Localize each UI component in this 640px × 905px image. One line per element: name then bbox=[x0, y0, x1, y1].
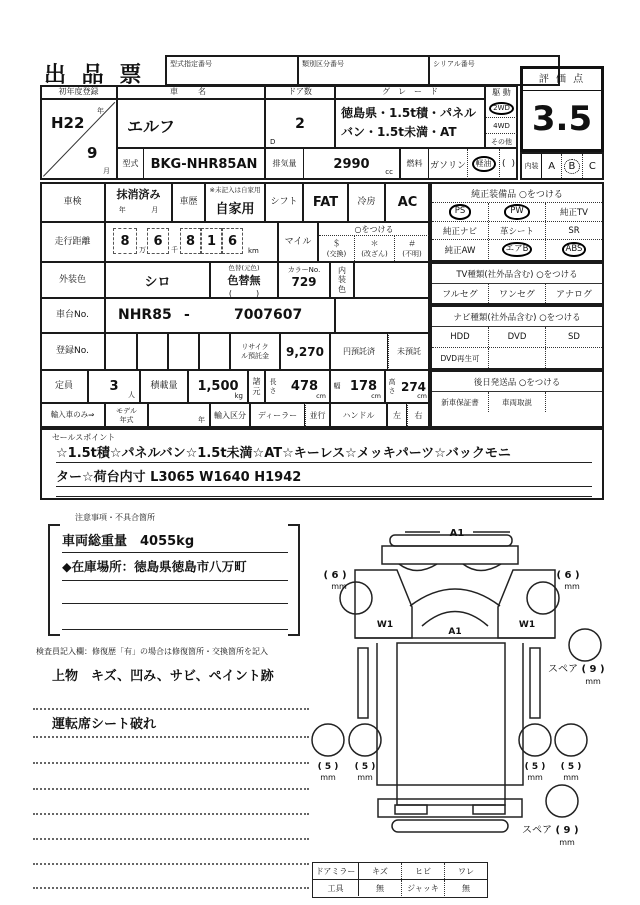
later-shipping-box bbox=[430, 370, 604, 428]
fuel-label: 燃料 bbox=[401, 149, 429, 179]
import-div-label: 輸入区分 bbox=[210, 403, 250, 428]
exchange-text: (交換) bbox=[326, 250, 347, 258]
pw-circled: PW bbox=[504, 204, 530, 219]
mileage-digit-4: 1 bbox=[201, 228, 222, 254]
sales-line-1: ☆1.5t積☆パネルバン☆1.5t未満☆AT☆キーレス☆メッキパーツ☆バックモニ bbox=[56, 442, 592, 463]
int-color-label: 内装色 bbox=[330, 262, 354, 298]
model-year-unit: 年 bbox=[198, 416, 205, 424]
notes-line-4 bbox=[62, 605, 288, 630]
mileage-sen: 千 bbox=[171, 246, 178, 254]
shift-label: シフト bbox=[265, 182, 303, 222]
model-designation-label: 型式指定番号 bbox=[170, 60, 212, 68]
model-year-label: モデル年式 bbox=[105, 403, 148, 428]
mileage-man: 万 bbox=[139, 246, 146, 254]
length-label: 長さ bbox=[269, 378, 277, 395]
cargo-rail-left bbox=[358, 648, 368, 718]
int-color-value bbox=[354, 262, 430, 298]
doors-header: ドア数 bbox=[265, 85, 335, 99]
rear-tread-4: ( 5 ) bbox=[560, 762, 582, 772]
page-title: 出 品 票 bbox=[44, 63, 146, 88]
displacement-value: 2990 bbox=[333, 156, 370, 172]
mile-label: マイル bbox=[278, 222, 318, 262]
history-label: 車歴 bbox=[172, 182, 205, 222]
rating-label: 評 価 点 bbox=[523, 69, 601, 91]
spare-bottom-label: スペア bbox=[522, 825, 552, 836]
inspector-rule-8 bbox=[33, 887, 309, 889]
front-tire-right bbox=[527, 582, 559, 614]
inspector-rule-2 bbox=[33, 736, 309, 738]
handle-left: 左 bbox=[387, 403, 407, 428]
exchange-symbol: ＄ bbox=[332, 239, 341, 248]
recycle-unpaid: 未預託 bbox=[388, 333, 430, 370]
mile-options-box bbox=[318, 222, 430, 262]
cargo-frame bbox=[377, 643, 523, 785]
aircon-value: AC bbox=[385, 182, 430, 222]
doors-cell bbox=[265, 99, 335, 148]
equip-leather: 革シート bbox=[488, 222, 545, 239]
ship-empty bbox=[545, 392, 602, 412]
capacity-value: 3 bbox=[109, 379, 119, 394]
mileage-digit-5: 6 bbox=[222, 228, 243, 254]
load-unit: kg bbox=[234, 392, 243, 400]
width-value: 178 bbox=[349, 379, 378, 394]
mirror-tool-table bbox=[312, 862, 488, 898]
color-no-label: カラーNo. bbox=[287, 266, 321, 274]
front-tread-right: ( 6 ) bbox=[556, 570, 580, 581]
aircon-label: 冷房 bbox=[348, 182, 385, 222]
later-shipping-title: 後日発送品 ○をつける bbox=[432, 372, 602, 392]
displacement-label: 排気量 bbox=[266, 149, 304, 179]
shift-value: FAT bbox=[303, 182, 348, 222]
model-code: BKG-NHR85AN bbox=[150, 156, 258, 172]
history-value: 自家用 bbox=[215, 201, 255, 217]
ship-manual: 車両取説 bbox=[488, 392, 545, 412]
mile-circle-note: ○をつける bbox=[319, 223, 429, 236]
grade-b-circled: B bbox=[564, 159, 581, 174]
tools-label: 工具 bbox=[313, 880, 359, 896]
grade-cell bbox=[335, 99, 485, 148]
height-value: 274 bbox=[400, 379, 427, 394]
chassis-empty bbox=[335, 298, 430, 333]
navi-type-title: ナビ種類(社外品含む) ○をつける bbox=[432, 307, 602, 327]
rear-tread-3: ( 5 ) bbox=[524, 762, 546, 772]
abs-circled: ABS bbox=[562, 242, 587, 257]
first-reg-month: 9 bbox=[87, 144, 98, 162]
tv-oneseg: ワンセグ bbox=[488, 284, 545, 303]
repaint-cell bbox=[210, 262, 278, 298]
drive-2wd bbox=[486, 100, 517, 117]
handle-right: 右 bbox=[407, 403, 430, 428]
first-reg-year: H22 bbox=[51, 114, 85, 132]
interior-grade-a bbox=[542, 154, 561, 178]
mirror-broken: ワレ bbox=[444, 863, 487, 879]
front-tread-right-unit: mm bbox=[564, 582, 580, 591]
length-unit: cm bbox=[316, 392, 326, 400]
airbag-circled: エアB bbox=[502, 242, 533, 257]
first-reg-header: 初年度登録 bbox=[40, 85, 117, 99]
equip-airbag bbox=[488, 240, 545, 259]
model-designation-box bbox=[165, 55, 299, 86]
rating-box bbox=[520, 66, 604, 152]
height-label: 高さ bbox=[388, 378, 396, 395]
doors-sub: D bbox=[270, 138, 276, 146]
front-tread-left-unit: mm bbox=[331, 582, 347, 591]
spare-tire-bottom bbox=[546, 785, 578, 817]
car-name: エルフ bbox=[127, 117, 176, 136]
tv-fullseg: フルセグ bbox=[442, 290, 478, 300]
notes-line-3 bbox=[62, 582, 288, 604]
navi-empty-1 bbox=[488, 348, 545, 368]
rear-bumper-bar bbox=[392, 820, 508, 832]
navi-type-box bbox=[430, 305, 604, 370]
reg-no-cell-4 bbox=[199, 333, 230, 370]
mileage-unit: km bbox=[248, 247, 259, 255]
chassis-cell bbox=[105, 298, 335, 333]
windshield-arc-inner bbox=[422, 612, 488, 627]
equip-abs bbox=[545, 240, 602, 259]
mile-opt-unknown bbox=[394, 236, 429, 261]
reg-no-label: 登録No. bbox=[40, 333, 105, 370]
grade-header: グ レ ー ド bbox=[335, 85, 485, 99]
truck-diagram bbox=[305, 515, 640, 860]
month-unit: 月 bbox=[103, 167, 110, 175]
shaken-month-unit: 月 bbox=[151, 206, 159, 214]
color-no-cell bbox=[278, 262, 330, 298]
handle-label: ハンドル bbox=[330, 403, 387, 428]
load-cell bbox=[188, 370, 248, 403]
cowl-panel bbox=[382, 546, 518, 564]
cargo-rail-right bbox=[530, 648, 540, 718]
year-unit: 年 bbox=[97, 107, 104, 115]
inspector-rule-5 bbox=[33, 813, 309, 815]
equip-ps bbox=[432, 203, 488, 221]
tv-type-title: TV種類(社外品含む) ○をつける bbox=[432, 264, 602, 284]
ship-warranty: 新車保証書 bbox=[441, 397, 479, 407]
mirror-scratch: キズ bbox=[372, 866, 388, 876]
capacity-label: 定員 bbox=[40, 370, 88, 403]
unknown-text: (不明) bbox=[402, 250, 422, 258]
rear-tread-2: ( 5 ) bbox=[354, 762, 376, 772]
windshield-a1-label: A1 bbox=[448, 627, 462, 637]
height-unit: cm bbox=[417, 392, 427, 400]
mileage-digit-1: 8 bbox=[113, 228, 137, 254]
spare-bottom-unit: mm bbox=[559, 838, 575, 847]
front-a1-label: A1 bbox=[449, 528, 465, 539]
rear-tread-1: ( 5 ) bbox=[317, 762, 339, 772]
inspector-line-1: 上物 キズ、凹み、サビ、ペイント跡 bbox=[52, 669, 274, 684]
recycle-amount: 9,270 bbox=[280, 333, 330, 370]
model-code-row bbox=[117, 148, 265, 180]
drive-4wd: 4WD bbox=[486, 117, 517, 133]
jack-label: ジャッキ bbox=[401, 880, 444, 896]
rear-tread-2-unit: mm bbox=[357, 773, 373, 782]
length-cell bbox=[265, 370, 330, 403]
rear-step-right bbox=[473, 805, 505, 814]
chassis-prefix: NHR85 bbox=[118, 307, 172, 323]
inspector-line-2: 運転席シート破れ bbox=[52, 717, 157, 732]
chassis-label: 車台No. bbox=[40, 298, 105, 333]
mileage-label: 走行距離 bbox=[40, 222, 105, 262]
capacity-unit: 人 bbox=[128, 391, 135, 399]
tampered-text: (改ざん) bbox=[361, 250, 388, 258]
fuel-other bbox=[499, 149, 517, 179]
ext-color-label: 外装色 bbox=[40, 262, 105, 298]
mile-opt-exchange bbox=[319, 236, 354, 261]
fuel-diesel-circled: 軽油 bbox=[472, 156, 496, 172]
car-name-header: 車 名 bbox=[117, 85, 265, 99]
ps-circled: PS bbox=[449, 204, 472, 219]
spare-top-unit: mm bbox=[585, 677, 601, 686]
width-label: 幅 bbox=[333, 382, 341, 391]
inspector-rule-6 bbox=[33, 838, 309, 840]
spare-tire-top bbox=[569, 629, 601, 661]
inspector-rule-1 bbox=[33, 708, 309, 710]
spec-label: 諸元 bbox=[248, 370, 265, 403]
serial-number-label: シリアル番号 bbox=[433, 60, 475, 68]
sales-points-box bbox=[40, 428, 604, 500]
wiper-right bbox=[463, 564, 501, 571]
shaken-year-unit: 年 bbox=[118, 206, 126, 214]
wiper-left bbox=[399, 564, 437, 571]
rear-tread-1-unit: mm bbox=[320, 773, 336, 782]
reg-no-cell-1 bbox=[105, 333, 137, 370]
grade-text: 徳島県・1.5t積・パネルバン・1.5t未満・AT bbox=[341, 106, 476, 139]
equip-sr: SR bbox=[545, 222, 602, 239]
repaint-label: 色替(元色) bbox=[228, 264, 260, 272]
mileage-digit-2: 6 bbox=[147, 228, 169, 254]
grade-a-text: A bbox=[548, 160, 556, 172]
load-label: 積載量 bbox=[140, 370, 188, 403]
notes-label: 注意事項・不具合箇所 bbox=[75, 513, 155, 522]
rear-tire-right-inner bbox=[519, 724, 551, 756]
mile-opt-tampered bbox=[354, 236, 394, 261]
inspector-rule-4 bbox=[33, 788, 309, 790]
first-reg-cell bbox=[40, 99, 117, 180]
repaint-paren: ( ) bbox=[228, 289, 260, 298]
color-no-value: 729 bbox=[291, 275, 317, 289]
spare-top-value: ( 9 ) bbox=[581, 664, 605, 675]
rear-step-left bbox=[395, 805, 427, 814]
import-dealer: ディーラー bbox=[250, 403, 305, 428]
class-number-label: 類別区分番号 bbox=[302, 60, 344, 68]
model-code-label: 型式 bbox=[118, 149, 144, 179]
tv-type-box bbox=[430, 262, 604, 305]
mileage-digit-3: 8 bbox=[180, 228, 201, 254]
front-tread-left: ( 6 ) bbox=[323, 570, 347, 581]
shaken-status: 抹消済み bbox=[116, 188, 161, 201]
rating-score: 3.5 bbox=[531, 99, 593, 139]
repaint-value: 色替無 bbox=[227, 274, 261, 287]
capacity-cell bbox=[88, 370, 140, 403]
interior-grade-b bbox=[561, 154, 581, 178]
reg-no-cell-2 bbox=[137, 333, 168, 370]
reg-no-cell-3 bbox=[168, 333, 199, 370]
recycle-label: リサイクル預託金 bbox=[230, 333, 280, 370]
model-year-cell bbox=[148, 403, 210, 428]
inspector-rule-3 bbox=[33, 762, 309, 764]
fuel-diesel bbox=[467, 149, 499, 179]
rear-tire-right-outer bbox=[555, 724, 587, 756]
mirror-crack: ヒビ bbox=[401, 863, 444, 879]
interior-grade-c bbox=[582, 154, 602, 178]
equip-aw: 純正AW bbox=[444, 245, 476, 256]
recycle-paid: 円預託済 bbox=[330, 333, 388, 370]
spare-top-label: スペア bbox=[548, 664, 578, 675]
car-name-cell bbox=[117, 99, 265, 148]
interior-grade-row bbox=[520, 152, 604, 180]
tools-value: 無 bbox=[376, 883, 384, 893]
spare-bottom-value: ( 9 ) bbox=[555, 825, 579, 836]
fuel-paren-close: ) bbox=[511, 159, 515, 169]
drive-cell bbox=[485, 85, 518, 148]
jack-value: 無 bbox=[444, 880, 487, 896]
notes-line-1: 車両総重量 4055kg bbox=[62, 530, 288, 553]
equip-navi: 純正ナビ bbox=[442, 226, 477, 237]
chassis-number: 7007607 bbox=[234, 307, 303, 323]
unknown-symbol: ＃ bbox=[408, 239, 416, 248]
fuel-gasoline: ガソリン bbox=[429, 160, 466, 171]
notes-line-2: ◆在庫場所：徳島県徳島市八万町 bbox=[62, 557, 288, 581]
width-unit: cm bbox=[371, 392, 381, 400]
rear-tread-4-unit: mm bbox=[563, 773, 579, 782]
equip-tv: 純正TV bbox=[545, 203, 602, 221]
equip-pw bbox=[488, 203, 545, 221]
inspector-rule-7 bbox=[33, 863, 309, 865]
navi-dvd: DVD bbox=[488, 327, 545, 347]
displacement-unit: cc bbox=[385, 168, 393, 176]
equipment-title: 純正装備品 ○をつける bbox=[432, 184, 602, 203]
navi-empty-2 bbox=[545, 348, 602, 368]
inspector-header: 検査員記入欄：修復歴「有」の場合は修復箇所・交換箇所を記入 bbox=[36, 647, 268, 656]
shaken-status-cell bbox=[105, 182, 172, 222]
drive-label: 駆 動 bbox=[492, 88, 511, 98]
door-w1-left: W1 bbox=[376, 620, 394, 630]
tampered-symbol: ＊ bbox=[370, 239, 379, 248]
sales-line-3 bbox=[56, 489, 592, 497]
door-w1-right: W1 bbox=[518, 620, 536, 630]
drive-other: その他 bbox=[486, 133, 517, 149]
rear-tire-left-inner bbox=[349, 724, 381, 756]
height-cell bbox=[385, 370, 430, 403]
windshield-arc-outer bbox=[410, 589, 500, 606]
displacement-row bbox=[265, 148, 400, 180]
navi-sd: SD bbox=[545, 327, 602, 347]
grade-c-text: C bbox=[588, 160, 596, 172]
tv-analog: アナログ bbox=[545, 284, 602, 303]
width-cell bbox=[330, 370, 385, 403]
chassis-dash: - bbox=[184, 307, 190, 323]
mirror-label: ドアミラー bbox=[313, 863, 359, 879]
rear-tread-3-unit: mm bbox=[527, 773, 543, 782]
history-note: ※未記入は自家用 bbox=[209, 185, 261, 194]
navi-hdd: HDD bbox=[450, 332, 470, 342]
ext-color-value: シロ bbox=[105, 262, 210, 298]
fuel-row bbox=[400, 148, 518, 180]
shaken-label: 車検 bbox=[40, 182, 105, 222]
history-cell bbox=[205, 182, 265, 222]
cargo-body bbox=[397, 643, 505, 805]
drive-2wd-circled: 2WD bbox=[489, 102, 514, 115]
equipment-box bbox=[430, 182, 604, 262]
fuel-paren-open: ( bbox=[502, 159, 506, 169]
rear-tire-left-outer bbox=[312, 724, 344, 756]
notes-bracket-left bbox=[48, 524, 60, 636]
class-number-box bbox=[297, 55, 430, 86]
dvd-playable: DVD再生可 bbox=[440, 353, 480, 363]
length-value: 478 bbox=[290, 379, 319, 394]
import-parallel: 並行 bbox=[305, 403, 330, 428]
load-value: 1,500 bbox=[197, 379, 239, 394]
mileage-cell bbox=[105, 222, 278, 262]
notes-bracket-right bbox=[288, 524, 300, 636]
import-only-label: 輸入車のみ⇒ bbox=[40, 403, 105, 428]
interior-grade-label: 内装 bbox=[522, 154, 542, 178]
sales-points-label: セールスポイント bbox=[52, 433, 116, 442]
doors-value: 2 bbox=[295, 115, 305, 132]
sales-line-2: ター☆荷台内寸 L3065 W1640 H1942 bbox=[56, 466, 592, 487]
